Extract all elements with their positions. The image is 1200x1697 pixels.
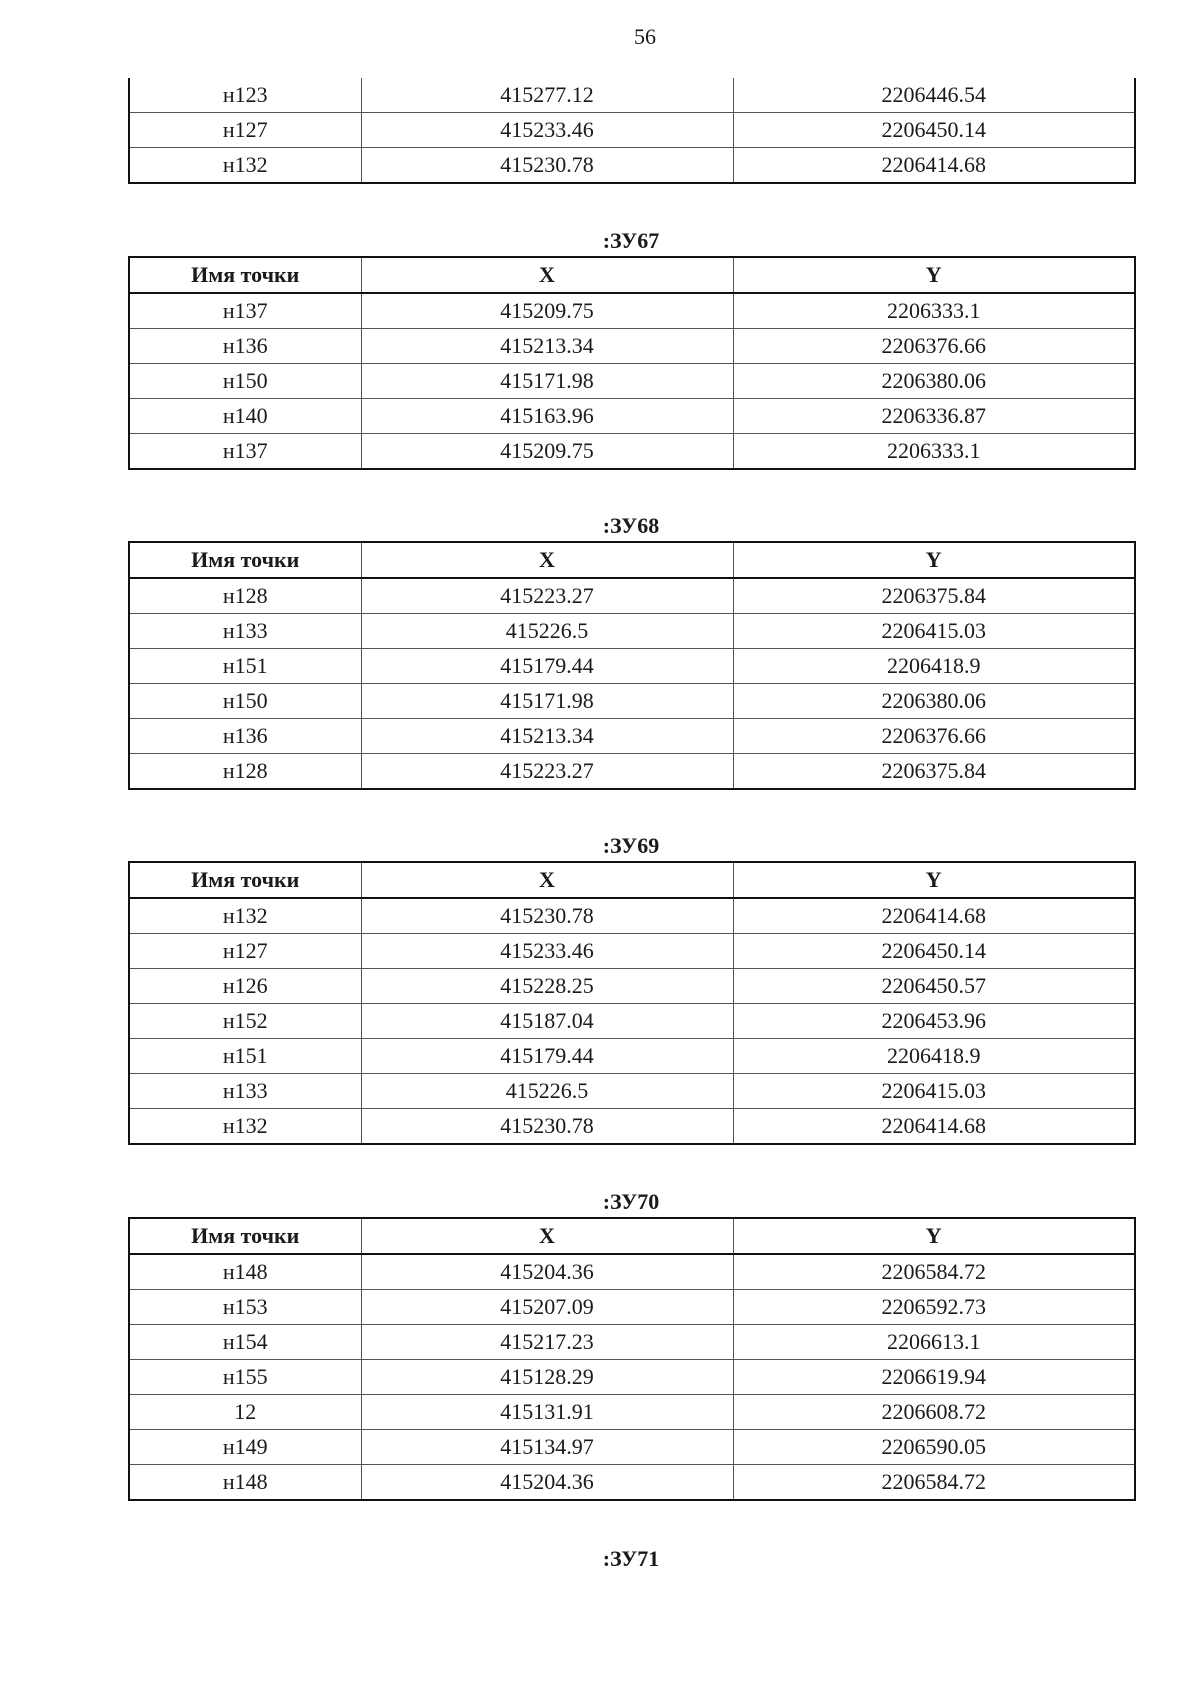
x-cell: 415230.78 xyxy=(361,148,733,184)
y-cell: 2206333.1 xyxy=(733,434,1135,470)
table-row xyxy=(129,754,1135,790)
x-cell: 415179.44 xyxy=(361,1039,733,1074)
section-title: :ЗУ69 xyxy=(602,833,660,858)
y-cell: 2206608.72 xyxy=(733,1395,1135,1430)
point-name-cell: н133 xyxy=(129,614,361,649)
x-cell: 415223.27 xyxy=(361,578,733,614)
column-header-y: Y xyxy=(733,1218,1135,1254)
table-row xyxy=(129,78,1135,113)
table-row xyxy=(129,1430,1135,1465)
table-row xyxy=(129,1004,1135,1039)
coordinates-table xyxy=(128,541,1136,790)
point-name-cell: н149 xyxy=(129,1430,361,1465)
y-cell: 2206584.72 xyxy=(733,1254,1135,1290)
point-name-cell: н152 xyxy=(129,1004,361,1039)
page-number: 56 xyxy=(634,24,656,49)
x-cell: 415209.75 xyxy=(361,293,733,329)
section-title: :ЗУ71 xyxy=(602,1546,660,1571)
point-name-cell: н133 xyxy=(129,1074,361,1109)
x-cell: 415230.78 xyxy=(361,1109,733,1145)
point-name-cell: н132 xyxy=(129,898,361,934)
table-row xyxy=(129,649,1135,684)
column-header-name: Имя точки xyxy=(129,862,361,898)
table-header-row xyxy=(129,862,1135,898)
table-row xyxy=(129,898,1135,934)
table-row xyxy=(129,1325,1135,1360)
y-cell: 2206450.57 xyxy=(733,969,1135,1004)
x-cell: 415213.34 xyxy=(361,329,733,364)
point-name-cell: н132 xyxy=(129,148,361,184)
x-cell: 415179.44 xyxy=(361,649,733,684)
y-cell: 2206584.72 xyxy=(733,1465,1135,1501)
column-header-x: X xyxy=(361,862,733,898)
point-name-cell: н153 xyxy=(129,1290,361,1325)
point-name-cell: н136 xyxy=(129,329,361,364)
y-cell: 2206590.05 xyxy=(733,1430,1135,1465)
point-name-cell: н123 xyxy=(129,78,361,113)
y-cell: 2206415.03 xyxy=(733,614,1135,649)
point-name-cell: н154 xyxy=(129,1325,361,1360)
y-cell: 2206376.66 xyxy=(733,329,1135,364)
point-name-cell: 12 xyxy=(129,1395,361,1430)
column-header-name: Имя точки xyxy=(129,542,361,578)
x-cell: 415228.25 xyxy=(361,969,733,1004)
y-cell: 2206380.06 xyxy=(733,364,1135,399)
y-cell: 2206375.84 xyxy=(733,578,1135,614)
table-row xyxy=(129,293,1135,329)
table-row xyxy=(129,113,1135,148)
table-row xyxy=(129,1360,1135,1395)
point-name-cell: н126 xyxy=(129,969,361,1004)
table-row xyxy=(129,719,1135,754)
point-name-cell: н150 xyxy=(129,684,361,719)
x-cell: 415204.36 xyxy=(361,1254,733,1290)
column-header-y: Y xyxy=(733,542,1135,578)
table-row xyxy=(129,934,1135,969)
coordinates-table xyxy=(128,1217,1136,1501)
table-row xyxy=(129,614,1135,649)
y-cell: 2206613.1 xyxy=(733,1325,1135,1360)
y-cell: 2206446.54 xyxy=(733,78,1135,113)
point-name-cell: н150 xyxy=(129,364,361,399)
point-name-cell: н151 xyxy=(129,1039,361,1074)
table-row xyxy=(129,1074,1135,1109)
x-cell: 415187.04 xyxy=(361,1004,733,1039)
y-cell: 2206418.9 xyxy=(733,1039,1135,1074)
table-row xyxy=(129,684,1135,719)
point-name-cell: н136 xyxy=(129,719,361,754)
column-header-x: X xyxy=(361,1218,733,1254)
point-name-cell: н137 xyxy=(129,434,361,470)
y-cell: 2206376.66 xyxy=(733,719,1135,754)
coordinates-table xyxy=(128,256,1136,470)
table-row xyxy=(129,578,1135,614)
x-cell: 415217.23 xyxy=(361,1325,733,1360)
column-header-y: Y xyxy=(733,257,1135,293)
x-cell: 415163.96 xyxy=(361,399,733,434)
y-cell: 2206415.03 xyxy=(733,1074,1135,1109)
section-title: :ЗУ67 xyxy=(602,228,660,253)
point-name-cell: н128 xyxy=(129,578,361,614)
column-header-name: Имя точки xyxy=(129,1218,361,1254)
table-row xyxy=(129,364,1135,399)
column-header-y: Y xyxy=(733,862,1135,898)
y-cell: 2206336.87 xyxy=(733,399,1135,434)
x-cell: 415131.91 xyxy=(361,1395,733,1430)
y-cell: 2206450.14 xyxy=(733,934,1135,969)
x-cell: 415209.75 xyxy=(361,434,733,470)
column-header-x: X xyxy=(361,542,733,578)
table-row xyxy=(129,148,1135,184)
column-header-name: Имя точки xyxy=(129,257,361,293)
y-cell: 2206375.84 xyxy=(733,754,1135,790)
x-cell: 415226.5 xyxy=(361,1074,733,1109)
x-cell: 415230.78 xyxy=(361,898,733,934)
y-cell: 2206418.9 xyxy=(733,649,1135,684)
x-cell: 415207.09 xyxy=(361,1290,733,1325)
x-cell: 415134.97 xyxy=(361,1430,733,1465)
x-cell: 415171.98 xyxy=(361,684,733,719)
x-cell: 415233.46 xyxy=(361,934,733,969)
table-row xyxy=(129,1039,1135,1074)
x-cell: 415171.98 xyxy=(361,364,733,399)
y-cell: 2206414.68 xyxy=(733,898,1135,934)
table-row xyxy=(129,1395,1135,1430)
continuation-table xyxy=(128,78,1136,184)
table-row xyxy=(129,329,1135,364)
point-name-cell: н132 xyxy=(129,1109,361,1145)
y-cell: 2206333.1 xyxy=(733,293,1135,329)
table-row xyxy=(129,434,1135,470)
point-name-cell: н155 xyxy=(129,1360,361,1395)
point-name-cell: н140 xyxy=(129,399,361,434)
x-cell: 415213.34 xyxy=(361,719,733,754)
y-cell: 2206450.14 xyxy=(733,113,1135,148)
table-header-row xyxy=(129,1218,1135,1254)
point-name-cell: н127 xyxy=(129,113,361,148)
point-name-cell: н137 xyxy=(129,293,361,329)
point-name-cell: н128 xyxy=(129,754,361,790)
table-row xyxy=(129,969,1135,1004)
table-header-row xyxy=(129,542,1135,578)
x-cell: 415233.46 xyxy=(361,113,733,148)
point-name-cell: н127 xyxy=(129,934,361,969)
table-row xyxy=(129,1109,1135,1145)
table-row xyxy=(129,1290,1135,1325)
y-cell: 2206414.68 xyxy=(733,1109,1135,1145)
table-row xyxy=(129,1465,1135,1501)
x-cell: 415204.36 xyxy=(361,1465,733,1501)
table-header-row xyxy=(129,257,1135,293)
point-name-cell: н148 xyxy=(129,1254,361,1290)
x-cell: 415128.29 xyxy=(361,1360,733,1395)
x-cell: 415223.27 xyxy=(361,754,733,790)
point-name-cell: н148 xyxy=(129,1465,361,1501)
table-row xyxy=(129,399,1135,434)
section-title: :ЗУ70 xyxy=(602,1189,660,1214)
column-header-x: X xyxy=(361,257,733,293)
coordinates-table xyxy=(128,861,1136,1145)
point-name-cell: н151 xyxy=(129,649,361,684)
y-cell: 2206414.68 xyxy=(733,148,1135,184)
y-cell: 2206592.73 xyxy=(733,1290,1135,1325)
y-cell: 2206619.94 xyxy=(733,1360,1135,1395)
x-cell: 415277.12 xyxy=(361,78,733,113)
section-title: :ЗУ68 xyxy=(602,513,660,538)
table-row xyxy=(129,1254,1135,1290)
y-cell: 2206380.06 xyxy=(733,684,1135,719)
x-cell: 415226.5 xyxy=(361,614,733,649)
y-cell: 2206453.96 xyxy=(733,1004,1135,1039)
